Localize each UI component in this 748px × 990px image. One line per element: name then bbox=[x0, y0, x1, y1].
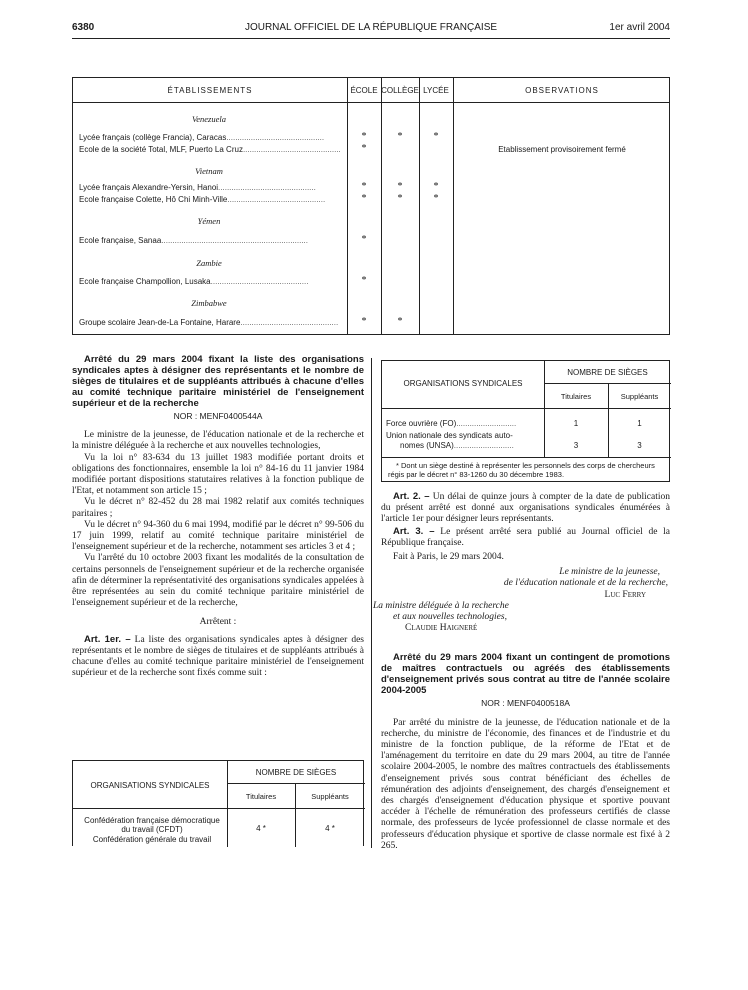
signatory-1-title-cont: de l'éducation nationale et de la recherche, bbox=[503, 578, 668, 589]
col-header-titulaires: Titulaires bbox=[245, 792, 277, 801]
establishment-name: Ecole française Colette, Hô Chi Minh-Ville............................................ bbox=[79, 195, 326, 204]
article-1-label: Art. 1er. – bbox=[84, 633, 131, 645]
col-header-establishments: ÉTABLISSEMENTS bbox=[167, 86, 253, 95]
signing-place-date: Fait à Paris, le 29 mars 2004. bbox=[393, 552, 504, 563]
lycee-mark: * bbox=[433, 181, 439, 192]
establishment-name: Lycée français Alexandre-Yersin, Hanoi............................................ bbox=[79, 183, 316, 192]
nor-reference: NOR : MENF0400544A bbox=[173, 411, 263, 421]
signatory-2-title: La ministre déléguée à la recherche bbox=[373, 600, 509, 611]
visa-paragraph: Vu le décret n° 82-452 du 28 mai 1982 relatif aux comités techniques paritaires ; bbox=[72, 497, 364, 519]
signatory-1-title: Le ministre de la jeunesse, bbox=[559, 567, 660, 578]
org-name: Force ouvrière (FO)........................... bbox=[386, 419, 517, 428]
decree-title-2: Arrêté du 29 mars 2004 fixant un contingent de promotions de maîtres contractuels ou agréés des établissements d'enseignement privés sous contrat au titre de l'année scolaire 2004-2005 bbox=[381, 652, 670, 697]
col-divider bbox=[347, 78, 348, 334]
table-footnote: * Dont un siège destiné à représenter les personnels des corps de chercheurs régis par le décret n° 83-1260 du 30 décembre 1983. bbox=[388, 461, 655, 479]
decree-title: Arrêté du 29 mars 2004 fixant la liste des organisations syndicales aptes à désigner des représentants et le nombre de sièges de titulaires et de suppléants attribués à chacune d'elles au comité technique paritaire ministériel de l'enseignement supérieur et de la recherche bbox=[72, 354, 364, 409]
row-rule bbox=[227, 783, 365, 784]
preamble-paragraph: Le ministre de la jeunesse, de l'éducation nationale et de la recherche et la ministre déléguée à la recherche et aux nouvelles technologies, bbox=[72, 430, 364, 452]
nor-reference-2: NOR : MENF0400518A bbox=[481, 698, 570, 709]
ecole-mark: * bbox=[361, 181, 367, 192]
country-label: Zimbabwe bbox=[191, 298, 227, 308]
ecole-mark: * bbox=[361, 131, 367, 142]
col-header-lycee: LYCÉE bbox=[423, 86, 449, 95]
row-rule bbox=[382, 408, 671, 409]
ecole-mark: * bbox=[361, 316, 367, 327]
country-label: Yémen bbox=[197, 216, 221, 226]
establishment-name: Lycée français (collège Francia), Caracas............................................ bbox=[79, 133, 325, 142]
signatory-2-name: Claudie Haigneré bbox=[405, 623, 478, 634]
lycee-mark: * bbox=[433, 131, 439, 142]
article-3-label: Art. 3. – bbox=[393, 525, 435, 537]
article-2-text: Un délai de quinze jours à compter de la date de publication du présent arrêté est donné aux organisations syndicales énumérées à l'article 1er pour désigner leurs représentants. bbox=[381, 492, 670, 525]
left-column bbox=[72, 354, 364, 679]
org-name: Confédération française démocratique du travail (CFDT) bbox=[84, 816, 220, 834]
col-divider bbox=[419, 78, 420, 334]
article-2 bbox=[381, 491, 670, 526]
article-3 bbox=[381, 526, 670, 549]
country-label: Venezuela bbox=[192, 114, 226, 124]
signatory-1-name: Luc Ferry bbox=[604, 589, 646, 600]
col-header-seats: NOMBRE DE SIÈGES bbox=[567, 368, 648, 377]
seats-table-1 bbox=[72, 760, 364, 846]
column-rule bbox=[371, 358, 372, 848]
col-divider bbox=[381, 78, 382, 334]
col-header-ecole: ÉCOLE bbox=[350, 86, 378, 95]
tit-value: 1 bbox=[573, 419, 579, 428]
observation-text: Etablissement provisoirement fermé bbox=[498, 145, 626, 154]
page-header bbox=[72, 22, 670, 36]
sup-value: 1 bbox=[637, 419, 642, 428]
ecole-mark: * bbox=[361, 234, 367, 245]
col-header-titulaires: Titulaires bbox=[560, 392, 592, 401]
ecole-mark: * bbox=[361, 143, 367, 154]
college-mark: * bbox=[397, 316, 403, 327]
decree-2-paragraph: Par arrêté du ministre de la jeunesse, de l'éducation nationale et de la recherche, du ministre de l'économie, des finances et de l'industrie et du ministre de la fonction publique, de la réforme de l'Etat et de l'aménagement du territoire en date du 29 mars 2004, au titre de l'année scolaire 2004-2005, le nombre des maîtres contractuels des établissements d'enseignement privés sous contrat bénéficiant des échelles de rémunération des adjoints d'enseignement, des chargés d'enseignement et des chargés d'enseignement d'éducation physique et sportive pouvant accéder à l'échelle de rémunération des professeurs certifiés de classe normale, des professeurs de lycée professionnel de classe normale et des professeurs d'éducation physique et sportive de classe normale est fixé à 2 265. bbox=[381, 717, 670, 851]
college-mark: * bbox=[397, 193, 403, 204]
article-1 bbox=[72, 634, 364, 680]
seats-table-2 bbox=[381, 360, 670, 482]
visa-paragraph: Vu la loi n° 83-634 du 13 juillet 1983 modifiée portant droits et obligations des fonctionnaires, ensemble la loi n° 84-16 du 11 janvier 1984 modifiée portant dispositions statutaires relatives à la fonction publique de l'Etat, et notamment son article 15 ; bbox=[72, 452, 364, 497]
row-rule bbox=[73, 808, 365, 809]
col-header-seats: NOMBRE DE SIÈGES bbox=[255, 768, 337, 777]
col-divider bbox=[453, 78, 454, 334]
row-rule bbox=[382, 457, 671, 458]
visa-paragraph: Vu le décret n° 94-360 du 6 mai 1994, modifié par le décret n° 99-506 du 17 juin 1999, relatif au comité technique paritaire ministériel de l'enseignement supérieur et de la recherche, notamment ses articles 3 et 4 ; bbox=[72, 519, 364, 553]
sup-value: 4 * bbox=[325, 824, 335, 833]
ecole-mark: * bbox=[361, 193, 367, 204]
tit-value: 3 bbox=[573, 441, 579, 450]
arretent-label: Arrêtent : bbox=[199, 617, 237, 628]
org-name: Confédération générale du travail bbox=[92, 835, 212, 844]
college-mark: * bbox=[397, 181, 403, 192]
lycee-mark: * bbox=[433, 193, 439, 204]
journal-title: JOURNAL OFFICIEL DE LA RÉPUBLIQUE FRANÇAISE bbox=[244, 22, 498, 33]
establishment-name: Ecole française, Sanaa.................................................................. bbox=[79, 236, 308, 245]
tit-value: 4 * bbox=[256, 824, 266, 833]
page-number: 6380 bbox=[72, 22, 95, 33]
col-header-suppleants: Suppléants bbox=[620, 392, 659, 401]
establishment-name: Ecole française Champollion, Lusaka............................................ bbox=[79, 277, 309, 286]
sup-value: 3 bbox=[637, 441, 642, 450]
header-rule bbox=[73, 102, 669, 103]
article-1-text: La liste des organisations syndicales aptes à désigner des représentants et le nombre de sièges de titulaires et de suppléants attribués à chacune d'elles au comité technique paritaire ministériel de l'enseignement supérieur et de la recherche sont fixés comme suit : bbox=[72, 634, 364, 679]
establishments-table bbox=[72, 77, 670, 335]
signatory-2-title-cont: et aux nouvelles technologies, bbox=[393, 612, 507, 623]
col-header-suppleants: Suppléants bbox=[311, 792, 349, 801]
org-name: Union nationale des syndicats auto- nomes (UNSA)........................... bbox=[386, 431, 514, 450]
establishment-name: Groupe scolaire Jean-de-La Fontaine, Harare............................................ bbox=[79, 318, 339, 327]
country-label: Vietnam bbox=[195, 166, 223, 176]
col-header-college: COLLÈGE bbox=[381, 86, 419, 95]
col-header-organisations: ORGANISATIONS SYNDICALES bbox=[403, 379, 523, 388]
col-header-organisations: ORGANISATIONS SYNDICALES bbox=[90, 781, 210, 790]
issue-date: 1er avril 2004 bbox=[609, 22, 670, 33]
country-label: Zambie bbox=[196, 258, 222, 268]
row-rule bbox=[544, 383, 671, 384]
article-3-text: Le présent arrêté sera publié au Journal officiel de la République française. bbox=[381, 526, 670, 548]
col-header-observations: OBSERVATIONS bbox=[525, 86, 599, 95]
article-2-label: Art. 2. – bbox=[393, 491, 430, 502]
visa-paragraph: Vu l'arrêté du 10 octobre 2003 fixant les modalités de la consultation de certains personnels de l'enseignement supérieur et de la recherche organisée afin de déterminer la représentativité des organisations syndicales appelées à être représentées au sein du comité technique paritaire ministériel de l'enseignement supérieur et de la recherche, bbox=[72, 553, 364, 609]
establishment-name: Ecole de la société Total, MLF, Puerto La Cruz............................................ bbox=[79, 145, 341, 154]
header-rule bbox=[72, 38, 670, 39]
ecole-mark: * bbox=[361, 275, 367, 286]
college-mark: * bbox=[397, 131, 403, 142]
right-column bbox=[373, 491, 670, 852]
